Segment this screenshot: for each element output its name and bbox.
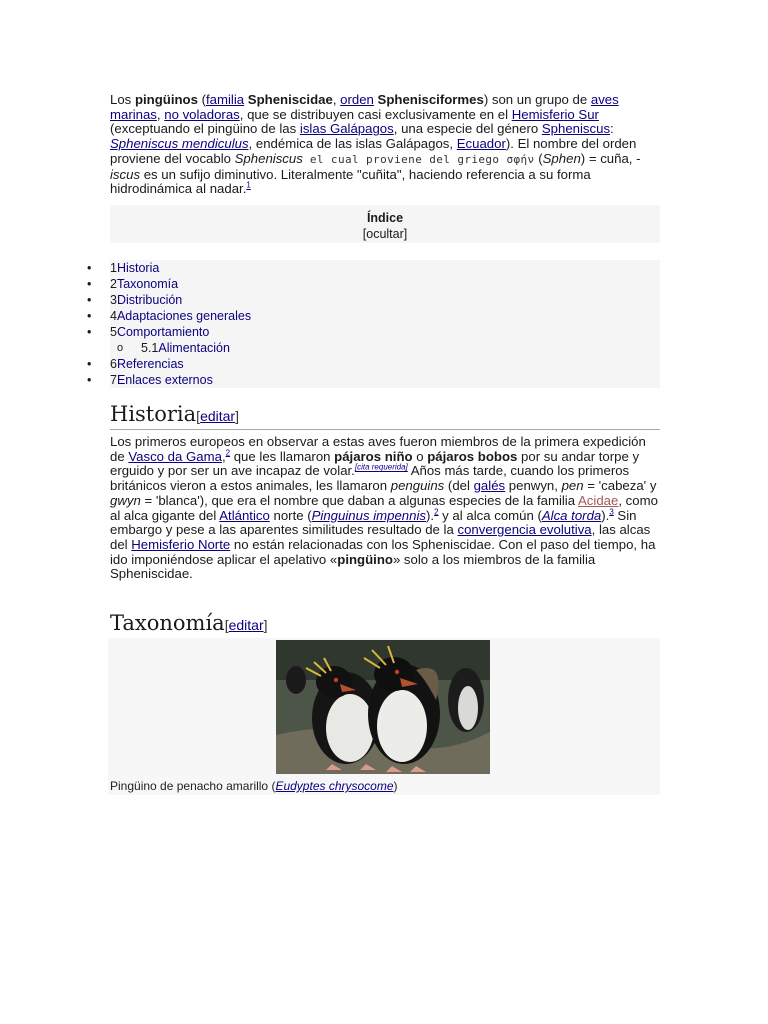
- link-orden[interactable]: orden: [340, 92, 374, 107]
- reference-2[interactable]: 2: [225, 448, 231, 458]
- link-eudyptes-chrysocome[interactable]: [275, 779, 393, 793]
- text: por su andar torpe y erguido y por ser un ave incapaz de volar.: [110, 448, 640, 479]
- caption-text: ): [393, 779, 398, 793]
- text: , como al alca gigante del: [110, 492, 658, 523]
- edit-section: [196, 408, 239, 424]
- link-familia[interactable]: familia: [206, 92, 245, 107]
- bullet: •: [87, 309, 92, 323]
- edit-link-taxonomia[interactable]: editar: [228, 617, 264, 633]
- bracket: [: [224, 617, 229, 633]
- text: (del: [444, 478, 474, 494]
- reference-2b[interactable]: 2: [434, 507, 439, 517]
- toc-link-historia[interactable]: Historia: [116, 261, 160, 275]
- toc-number: 4: [110, 309, 117, 323]
- figure-thumbnail: [108, 638, 660, 795]
- term-iscus: iscus: [110, 166, 141, 182]
- toc-item[interactable]: [0, 308, 660, 324]
- toc-row-bg: [110, 292, 660, 308]
- section-heading-historia: [110, 401, 660, 430]
- text: , una especie del género: [393, 121, 542, 137]
- reference-3[interactable]: 3: [609, 507, 614, 517]
- historia-paragraph: [110, 435, 660, 582]
- text: penwyn,: [505, 478, 562, 494]
- toc-item[interactable]: [0, 324, 660, 340]
- toc-item[interactable]: [0, 260, 660, 276]
- toc-number: 2: [110, 277, 117, 291]
- term-pinguino: pingüino: [337, 551, 393, 567]
- heading-text: Historia: [110, 402, 197, 426]
- toc-link-referencias[interactable]: Referencias: [116, 357, 184, 371]
- toc-number: 5: [110, 325, 117, 339]
- toc-title: Índice: [366, 210, 404, 225]
- text: ).: [426, 507, 435, 523]
- toc-number: 3: [110, 293, 117, 307]
- term-spheniscidae: Spheniscidae: [247, 92, 333, 107]
- term-pajaros-bobos: pájaros bobos: [427, 448, 518, 464]
- bullet: •: [87, 261, 92, 275]
- text: ) son un grupo de: [483, 92, 591, 107]
- text: Los: [110, 92, 135, 107]
- term-gwyn: gwyn: [110, 492, 141, 508]
- toc-item-text: [110, 356, 184, 372]
- term-sphen: Sphen: [542, 150, 581, 166]
- citation-needed[interactable]: [cita requerida]: [354, 463, 408, 473]
- toc-link-distribucion[interactable]: Distribución: [116, 293, 183, 307]
- toc-number: 6: [110, 357, 117, 371]
- toc-header: [110, 205, 660, 243]
- text: Años más tarde, cuando los primeros británicos vieron a estos animales, les llamaron: [110, 463, 630, 494]
- bullet: •: [87, 357, 92, 371]
- toc-row-bg: [110, 260, 660, 276]
- toc-number: 1: [110, 261, 117, 275]
- reference-1[interactable]: 1: [246, 180, 251, 190]
- toc-link-alimentacion[interactable]: Alimentación: [158, 341, 230, 355]
- text: ,: [221, 448, 226, 464]
- toc-item-text: [110, 372, 213, 388]
- link-alca-torda[interactable]: [542, 508, 601, 523]
- toc-item[interactable]: [0, 276, 660, 292]
- text: es un sufijo diminutivo. Literalmente "cuñita", haciendo referencia a su forma hidrodinámica al nadar.: [110, 166, 591, 197]
- toc-number: 7: [110, 373, 117, 387]
- term-penguins: penguins: [390, 478, 445, 494]
- figure-caption: [110, 779, 398, 793]
- text: ). El nombre del orden proviene del vocablo: [110, 136, 637, 166]
- toc-item[interactable]: [0, 340, 660, 356]
- penguin-photo[interactable]: [276, 640, 490, 774]
- link-text: Alca torda: [541, 507, 602, 523]
- link-marinas[interactable]: marinas: [110, 106, 157, 122]
- text: ,: [332, 92, 341, 107]
- text: Los primeros europeos en observar a estas aves fueron miembros de la primera expedición de: [110, 434, 646, 464]
- caption-text: Pingüino de penacho amarillo (: [110, 779, 276, 793]
- heading-text: Taxonomía: [110, 611, 225, 635]
- link-gales[interactable]: galés: [473, 478, 506, 494]
- link-text: Spheniscus mendiculus: [110, 136, 249, 152]
- text: = 'cabeza' y: [583, 478, 657, 494]
- bullet: o: [117, 342, 124, 354]
- text: » solo a los miembros de la familia Spheniscidae.: [110, 551, 596, 582]
- toc-item-text: [110, 260, 159, 276]
- link-acidae[interactable]: Acidae: [578, 492, 619, 508]
- text: , las alcas del: [110, 522, 651, 552]
- penguin-photo-art: [276, 640, 490, 774]
- link-pinguinus-impennis[interactable]: [312, 508, 426, 523]
- link-text: Pinguinus impennis: [311, 507, 426, 523]
- toc-link-adaptaciones[interactable]: Adaptaciones generales: [116, 309, 252, 323]
- text: no están relacionadas con los Spheniscidae. Con el paso del tiempo, ha ido imponiéndose aplicar el apelativo «: [110, 536, 656, 567]
- text: = 'blanca'), que era el nombre que daban a algunas especies de la familia: [140, 492, 579, 508]
- text: ) = cuña, -: [580, 150, 641, 166]
- edit-link-historia[interactable]: editar: [200, 408, 236, 424]
- bullet: •: [87, 293, 92, 307]
- text: que les llamaron: [230, 448, 335, 464]
- toc-item-text: [110, 292, 182, 308]
- toc-item-text: [141, 340, 230, 356]
- link-no-voladoras[interactable]: no voladoras: [164, 106, 240, 122]
- bullet: •: [87, 325, 92, 339]
- edit-section: [225, 617, 268, 633]
- term-pinguinos: pingüinos: [134, 92, 198, 107]
- toc-list: [0, 260, 660, 388]
- toc-hide-toggle[interactable]: [ocultar]: [362, 226, 408, 241]
- term-spheniscus: Spheniscus: [234, 150, 303, 166]
- toc-item[interactable]: [0, 356, 660, 372]
- toc-item[interactable]: [0, 372, 660, 388]
- text: (exceptuando el pingüino de las: [110, 121, 300, 137]
- link-vasco-da-gama[interactable]: Vasco da Gama: [128, 448, 222, 464]
- bullet: •: [87, 373, 92, 387]
- term-sphenisciformes: Sphenisciformes: [377, 92, 484, 107]
- toc-row-bg: [110, 276, 660, 292]
- bracket: ]: [263, 617, 268, 633]
- bullet: •: [87, 277, 92, 291]
- link-aves[interactable]: aves: [590, 92, 619, 107]
- toc-number: 5.1: [141, 341, 159, 355]
- link-atlantico[interactable]: Atlántico: [219, 507, 270, 523]
- link-text: Eudyptes chrysocome: [275, 779, 394, 793]
- term-pajaros-ninio: pájaros niño: [334, 448, 413, 464]
- text: :: [610, 121, 614, 137]
- term-pen: pen: [561, 478, 584, 494]
- text: , que se distribuyen casi exclusivamente en el: [239, 106, 512, 122]
- greek-text: el cual proviene del griego σφήν: [302, 152, 535, 166]
- link-hemisferio-norte[interactable]: Hemisferio Norte: [131, 536, 231, 552]
- toc-item-text: [110, 308, 251, 324]
- toc-row-bg: [110, 356, 660, 372]
- article-body: [87, 92, 660, 793]
- toc-item-text: [110, 276, 178, 292]
- toc-link-taxonomia[interactable]: Taxonomía: [116, 277, 179, 291]
- text: (: [197, 92, 206, 107]
- toc-item-text: [110, 324, 209, 340]
- link-spheniscus[interactable]: Spheniscus: [541, 121, 611, 137]
- text: y al alca común (: [438, 507, 542, 523]
- bracket: ]: [235, 408, 239, 424]
- link-islas-galapagos[interactable]: islas Galápagos: [299, 121, 394, 137]
- text: ).: [601, 507, 610, 523]
- link-spheniscus-mendiculus[interactable]: [110, 136, 249, 151]
- bracket: [: [196, 408, 201, 424]
- text: Sin embargo y pese a las aparentes similitudes resultado de la: [110, 507, 637, 538]
- link-hemisferio-sur[interactable]: Hemisferio Sur: [511, 106, 599, 122]
- text: , endémica de las islas Galápagos,: [248, 136, 457, 152]
- link-ecuador[interactable]: Ecuador: [456, 136, 506, 152]
- text: norte (: [269, 507, 312, 523]
- text: ,: [156, 106, 165, 122]
- section-heading-taxonomia: [110, 610, 660, 639]
- toc-link-enlaces[interactable]: Enlaces externos: [116, 373, 213, 387]
- intro-paragraph: [110, 93, 658, 197]
- text: (: [534, 150, 543, 166]
- toc-item[interactable]: [0, 292, 660, 308]
- toc-link-comportamiento[interactable]: Comportamiento: [116, 325, 210, 339]
- text: o: [412, 448, 428, 464]
- link-convergencia-evolutiva[interactable]: convergencia evolutiva: [457, 522, 592, 538]
